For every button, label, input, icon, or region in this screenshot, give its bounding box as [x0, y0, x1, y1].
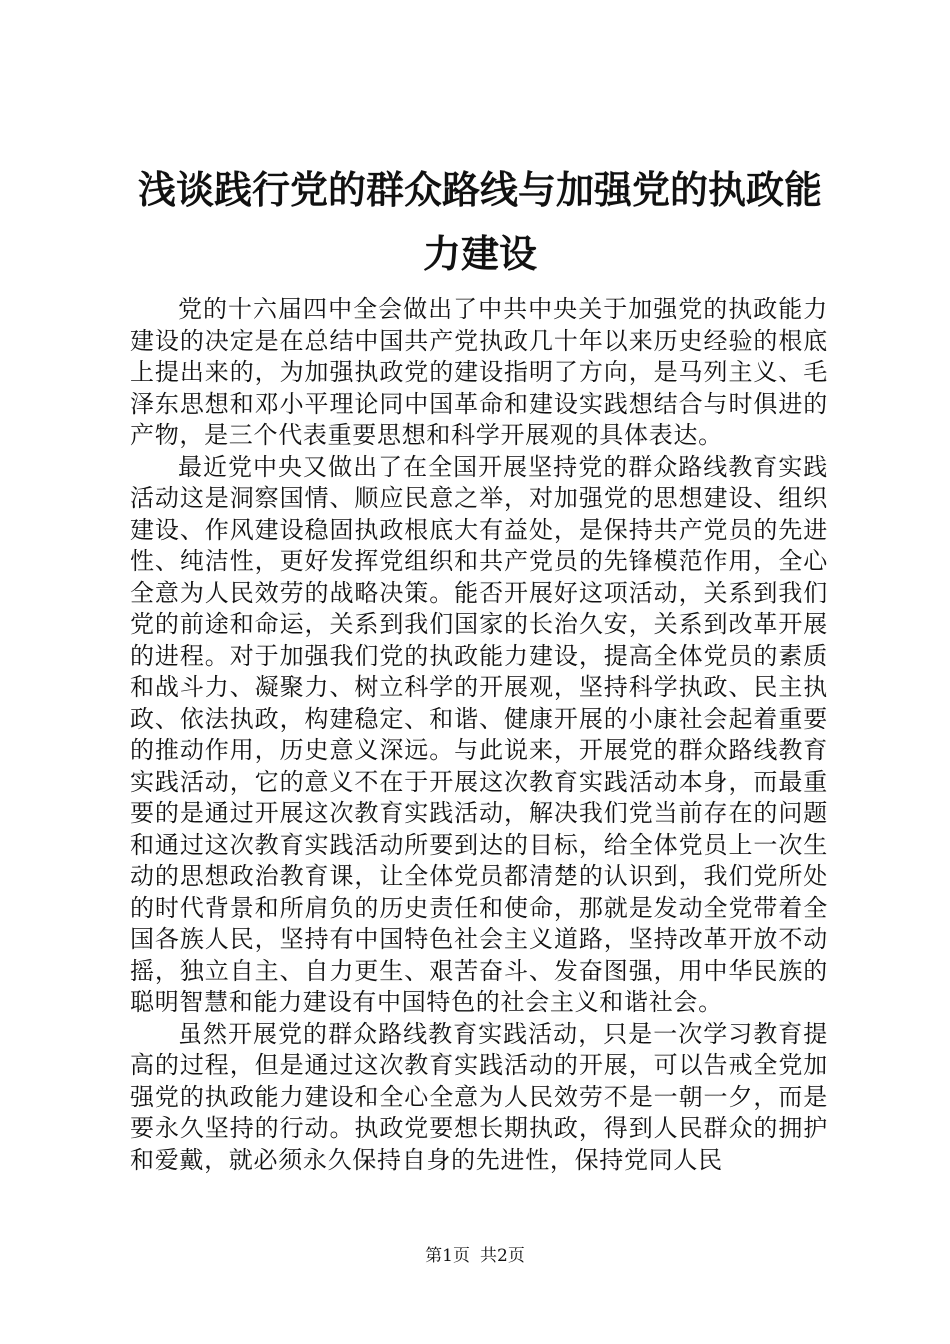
- document-body: [130, 294, 828, 1176]
- page-number-total: 共2页: [480, 1246, 525, 1266]
- document-title: 浅谈践行党的群众路线与加强党的执政能力建设: [137, 167, 822, 276]
- paragraph-1: 党的十六届四中全会做出了中共中央关于加强党的执政能力建设的决定是在总结中国共产党执政几十年以来历史经验的根底上提出来的，为加强执政党的建设指明了方向，是马列主义、毛泽东思想和邓小平理论同中国革命和建设实践想结合与时俱进的产物，是三个代表重要思想和科学开展观的具体表达。: [130, 295, 828, 449]
- paragraph-3: 虽然开展党的群众路线教育实践活动，只是一次学习教育提高的过程，但是通过这次教育实践活动的开展，可以告戒全党加强党的执政能力建设和全心全意为人民效劳不是一朝一夕，而是要永久坚持的行动。执政党要想长期执政，得到人民群众的拥护和爱戴，就必须永久保持自身的先进性，保持党同人民: [130, 1019, 828, 1174]
- page-footer: [0, 1245, 950, 1267]
- paragraph-2: 最近党中央又做出了在全国开展坚持党的群众路线教育实践活动这是洞察国情、顺应民意之举，对加强党的思想建设、组织建设、作风建设稳固执政根底大有益处，是保持共产党员的先进性、纯洁性，更好发挥党组织和共产党员的先锋模范作用，全心全意为人民效劳的战略决策。能否开展好这项活动，关系到我们党的前途和命运，关系到我们国家的长治久安，关系到改革开展的进程。对于加强我们党的执政能力建设，提高全体党员的素质和战斗力、凝聚力、树立科学的开展观，坚持科学执政、民主执政、依法执政，构建稳定、和谐、健康开展的小康社会起着重要的推动作用，历史意义深远。与此说来，开展党的群众路线教育实践活动，它的意义不在于开展这次教育实践活动本身，而最重要的是通过开展这次教育实践活动，解决我们党当前存在的问题和通过这次教育实践活动所要到达的目标，给全体党员上一次生动的思想政治教育课，让全体党员都清楚的认识到，我们党所处的时代背景和所肩负的历史责任和使命，那就是发动全党带着全国各族人民，坚持有中国特色社会主义道路，坚持改革开放不动摇，独立自主、自力更生、艰苦奋斗、发奋图强，用中华民族的聪明智慧和能力建设有中国特色的社会主义和谐社会。: [130, 452, 828, 1016]
- page-number-current: 第1页: [425, 1246, 470, 1266]
